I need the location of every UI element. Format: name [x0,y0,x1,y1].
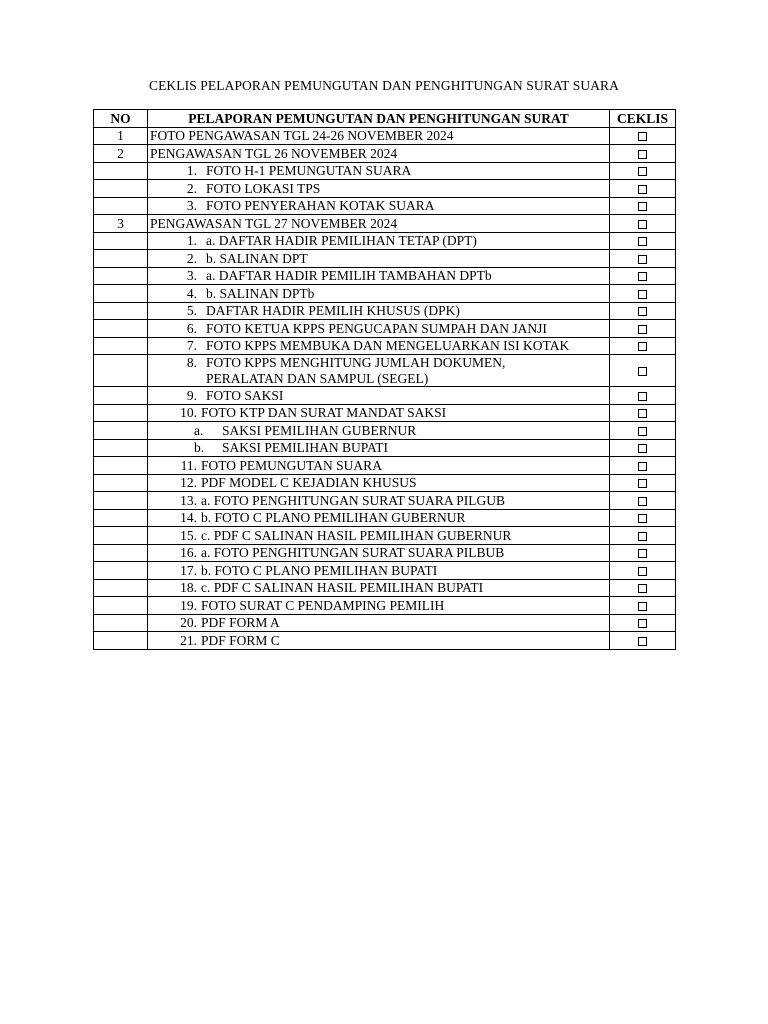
table-row [94,439,676,457]
item-text: b. SALINAN DPTb [206,285,315,301]
item-text: FOTO KPPS MEMBUKA DAN MENGELUARKAN ISI KOTAK [206,338,570,353]
item-text: PDF MODEL C KEJADIAN KHUSUS [201,475,417,490]
item-number: 19. [180,597,197,613]
table-row [94,267,676,285]
row-checkbox-cell[interactable] [610,439,676,457]
item-number: 1. [186,233,197,248]
item-number: 12. [180,475,197,490]
table-row [94,127,676,145]
table-row [94,337,676,355]
item-text: FOTO H-1 PEMUNGUTAN SUARA [206,163,412,178]
row-checkbox-cell[interactable] [610,457,676,475]
checkbox[interactable] [638,444,647,453]
checkbox[interactable] [638,220,647,229]
checkbox[interactable] [638,479,647,488]
row-description [148,337,610,355]
row-checkbox-cell[interactable] [610,404,676,422]
row-checkbox-cell[interactable] [610,387,676,405]
table-row [94,474,676,492]
checkbox[interactable] [638,325,647,334]
checkbox[interactable] [638,619,647,628]
row-description: PENGAWASAN TGL 27 NOVEMBER 2024 [148,215,610,233]
item-number: 3. [186,198,197,213]
row-checkbox-cell[interactable] [610,509,676,527]
checkbox[interactable] [638,367,647,376]
row-description: FOTO PENGAWASAN TGL 24-26 NOVEMBER 2024 [148,127,610,145]
item-text: c. PDF C SALINAN HASIL PEMILIHAN GUBERNUR [201,527,512,543]
checkbox[interactable] [638,532,647,541]
row-description [148,632,610,650]
row-number: 3 [94,215,148,233]
item-number: 4. [186,285,197,301]
checkbox[interactable] [638,150,647,159]
row-description [148,544,610,562]
item-number: 6. [186,320,197,336]
checkbox[interactable] [638,427,647,436]
item-text: FOTO LOKASI TPS [206,180,321,196]
table-row [94,579,676,597]
checkbox[interactable] [638,167,647,176]
row-description [148,302,610,320]
row-checkbox-cell[interactable] [610,267,676,285]
row-checkbox-cell[interactable] [610,597,676,615]
item-text: FOTO SAKSI [206,387,284,403]
item-number: 1. [186,163,197,178]
row-description: PENGAWASAN TGL 26 NOVEMBER 2024 [148,145,610,163]
table-row [94,597,676,615]
row-checkbox-cell[interactable] [610,232,676,250]
table-row [94,285,676,303]
row-checkbox-cell[interactable] [610,527,676,545]
row-checkbox-cell[interactable] [610,250,676,268]
item-text: PDF FORM A [201,615,280,630]
row-description [148,404,610,422]
table-row [94,404,676,422]
item-text: a. FOTO PENGHITUNGAN SURAT SUARA PILBUB [201,545,505,560]
checkbox[interactable] [638,290,647,299]
item-number: 13. [180,492,197,508]
checkbox[interactable] [638,549,647,558]
row-checkbox-cell[interactable] [610,544,676,562]
row-description [148,614,610,632]
table-row [94,250,676,268]
checkbox[interactable] [638,202,647,211]
item-number: 11. [180,457,197,473]
row-checkbox-cell[interactable] [610,215,676,233]
table-row [94,215,676,233]
row-checkbox-cell[interactable] [610,579,676,597]
item-text: FOTO PENYERAHAN KOTAK SUARA [206,198,435,213]
checkbox[interactable] [638,602,647,611]
item-text: FOTO KETUA KPPS PENGUCAPAN SUMPAH DAN JANJI [206,320,547,336]
table-row [94,180,676,198]
row-description [148,492,610,510]
item-letter: b. [194,440,205,455]
header-no: NO [94,110,148,128]
item-text: SAKSI PEMILIHAN BUPATI [222,440,389,455]
item-number: 2. [186,180,197,196]
row-description [148,457,610,475]
table-row [94,320,676,338]
checkbox[interactable] [638,584,647,593]
table-row [94,457,676,475]
table-row [94,562,676,580]
row-checkbox-cell[interactable] [610,302,676,320]
item-number: 15. [180,527,197,543]
row-description [148,387,610,405]
row-checkbox-cell[interactable] [610,180,676,198]
item-number: 8. [186,355,197,370]
table-row [94,422,676,440]
row-checkbox-cell[interactable] [610,145,676,163]
item-text: a. DAFTAR HADIR PEMILIH TAMBAHAN DPTb [206,268,492,283]
row-checkbox-cell[interactable] [610,422,676,440]
item-number: 5. [186,303,197,318]
row-checkbox-cell[interactable] [610,320,676,338]
item-text: c. PDF C SALINAN HASIL PEMILIHAN BUPATI [201,580,484,595]
checkbox[interactable] [638,637,647,646]
table-row [94,387,676,405]
row-checkbox-cell[interactable] [610,197,676,215]
item-letter: a. [194,422,204,438]
checkbox[interactable] [638,185,647,194]
table-row [94,509,676,527]
row-description [148,527,610,545]
table-row [94,614,676,632]
item-text: b. FOTO C PLANO PEMILIHAN GUBERNUR [201,510,466,525]
item-text: b. FOTO C PLANO PEMILIHAN BUPATI [201,562,438,578]
checkbox[interactable] [638,392,647,401]
checkbox[interactable] [638,514,647,523]
checkbox[interactable] [638,567,647,576]
row-description [148,509,610,527]
row-description [148,439,610,457]
row-description [148,562,610,580]
item-number: 10. [180,405,197,420]
row-description [148,162,610,180]
row-checkbox-cell[interactable] [610,562,676,580]
table-row [94,544,676,562]
item-text: FOTO KPPS MENGHITUNG JUMLAH DOKUMEN, PERALATAN DAN SAMPUL (SEGEL) [206,355,506,386]
row-checkbox-cell[interactable] [610,285,676,303]
header-ceklis: CEKLIS [610,110,676,128]
item-text: FOTO KTP DAN SURAT MANDAT SAKSI [201,405,447,420]
item-number: 20. [180,615,197,630]
row-checkbox-cell[interactable] [610,355,676,387]
row-checkbox-cell[interactable] [610,632,676,650]
checkbox[interactable] [638,255,647,264]
row-checkbox-cell[interactable] [610,474,676,492]
item-number: 2. [186,250,197,266]
item-text: b. SALINAN DPT [206,250,308,266]
row-description [148,355,610,387]
item-number: 21. [180,632,197,648]
table-row [94,302,676,320]
row-description [148,320,610,338]
checkbox[interactable] [638,237,647,246]
row-description [148,422,610,440]
item-number: 18. [180,580,197,595]
table-row [94,162,676,180]
table-row [94,232,676,250]
checkbox[interactable] [638,132,647,141]
item-text: DAFTAR HADIR PEMILIH KHUSUS (DPK) [206,303,460,318]
row-description [148,232,610,250]
row-checkbox-cell[interactable] [610,492,676,510]
item-text: FOTO PEMUNGUTAN SUARA [201,457,382,473]
item-number: 9. [186,387,197,403]
header-description: PELAPORAN PEMUNGUTAN DAN PENGHITUNGAN SURAT [148,110,610,128]
row-description [148,285,610,303]
table-row [94,355,676,387]
row-description [148,250,610,268]
item-number: 17. [180,562,197,578]
item-number: 3. [186,268,197,283]
table-row [94,632,676,650]
checkbox[interactable] [638,409,647,418]
table-row [94,197,676,215]
table-row [94,527,676,545]
row-description [148,197,610,215]
row-checkbox-cell[interactable] [610,127,676,145]
item-text: a. DAFTAR HADIR PEMILIHAN TETAP (DPT) [206,233,477,248]
item-text: FOTO SURAT C PENDAMPING PEMILIH [201,597,445,613]
table-header-row [94,110,676,128]
row-description [148,474,610,492]
row-checkbox-cell[interactable] [610,337,676,355]
checkbox[interactable] [638,497,647,506]
row-description [148,267,610,285]
row-number: 2 [94,145,148,163]
item-text: a. FOTO PENGHITUNGAN SURAT SUARA PILGUB [201,492,506,508]
row-checkbox-cell[interactable] [610,614,676,632]
row-checkbox-cell[interactable] [610,162,676,180]
checkbox[interactable] [638,342,647,351]
document-title: CEKLIS PELAPORAN PEMUNGUTAN DAN PENGHITUNGAN SURAT SUARA [148,78,620,93]
row-number: 1 [94,127,148,145]
item-number: 14. [180,510,197,525]
row-description [148,597,610,615]
table-row [94,145,676,163]
row-description [148,579,610,597]
checkbox[interactable] [638,307,647,316]
checkbox[interactable] [638,272,647,281]
item-number: 16. [180,545,197,560]
row-description [148,180,610,198]
table-row [94,492,676,510]
checkbox[interactable] [638,462,647,471]
item-text: SAKSI PEMILIHAN GUBERNUR [222,422,417,438]
checklist-table [93,109,676,650]
item-text: PDF FORM C [201,632,280,648]
item-number: 7. [186,338,197,353]
